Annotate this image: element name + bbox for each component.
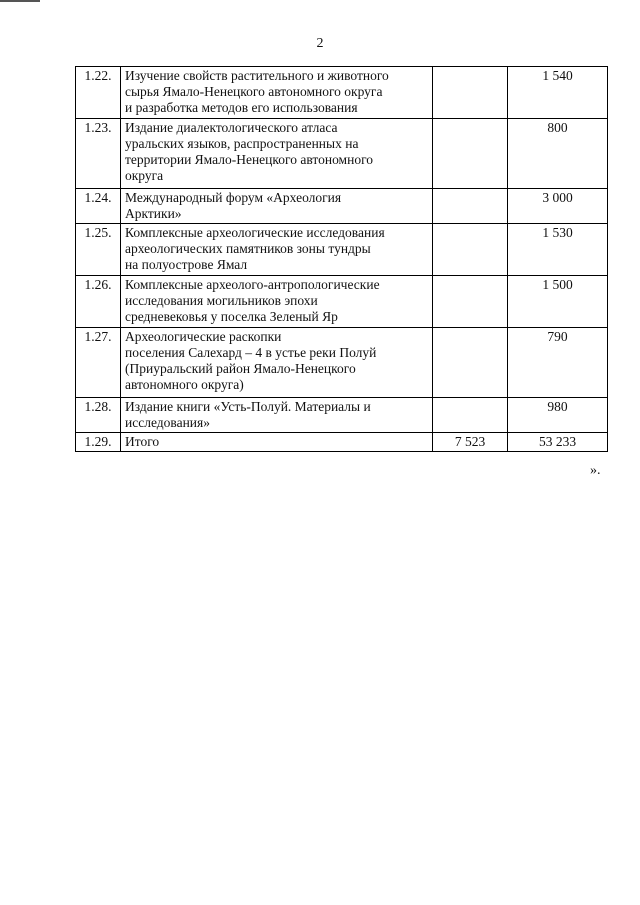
budget-items-table <box>75 66 608 452</box>
row-value-2: 790 <box>508 328 608 398</box>
row-number: 1.24. <box>76 189 121 224</box>
row-value-1: 7 523 <box>433 433 508 452</box>
row-value-1 <box>433 224 508 276</box>
scan-corner-mark <box>0 0 40 6</box>
table-row <box>76 67 608 119</box>
row-value-1 <box>433 398 508 433</box>
table-row <box>76 398 608 433</box>
row-name: Изучение свойств растительного и животного сырья Ямало-Ненецкого автономного округа и разработка методов его использования <box>121 67 433 119</box>
row-name: Издание книги «Усть-Полуй. Материалы и исследования» <box>121 398 433 433</box>
row-value-2: 1 500 <box>508 276 608 328</box>
row-value-1 <box>433 276 508 328</box>
row-number: 1.23. <box>76 119 121 189</box>
row-value-1 <box>433 119 508 189</box>
row-name: Итого <box>121 433 433 452</box>
table-row <box>76 276 608 328</box>
closing-quote-mark: ». <box>590 463 601 478</box>
row-value-2: 980 <box>508 398 608 433</box>
table-row <box>76 328 608 398</box>
row-number: 1.28. <box>76 398 121 433</box>
row-value-2: 800 <box>508 119 608 189</box>
row-value-1 <box>433 328 508 398</box>
row-value-2: 1 530 <box>508 224 608 276</box>
row-number: 1.25. <box>76 224 121 276</box>
row-number: 1.29. <box>76 433 121 452</box>
table-row <box>76 119 608 189</box>
row-value-2: 3 000 <box>508 189 608 224</box>
row-name: Международный форум «Археология Арктики» <box>121 189 433 224</box>
table-row <box>76 224 608 276</box>
table-row <box>76 189 608 224</box>
row-value-1 <box>433 67 508 119</box>
row-name: Комплексные археолого-антропологические исследования могильников эпохи средневековья у поселка Зеленый Яр <box>121 276 433 328</box>
row-name: Комплексные археологические исследования археологических памятников зоны тундры на полуострове Ямал <box>121 224 433 276</box>
row-number: 1.26. <box>76 276 121 328</box>
row-value-1 <box>433 189 508 224</box>
row-number: 1.22. <box>76 67 121 119</box>
row-name: Археологические раскопки поселения Салехард – 4 в устье реки Полуй (Приуральский район Ямало-Ненецкого автономного округа) <box>121 328 433 398</box>
row-value-2: 1 540 <box>508 67 608 119</box>
page-number: 2 <box>316 36 324 51</box>
row-number: 1.27. <box>76 328 121 398</box>
row-name: Издание диалектологического атласа уральских языков, распространенных на территории Ямало-Ненецкого автономного округа <box>121 119 433 189</box>
row-value-2: 53 233 <box>508 433 608 452</box>
table-row-total <box>76 433 608 452</box>
